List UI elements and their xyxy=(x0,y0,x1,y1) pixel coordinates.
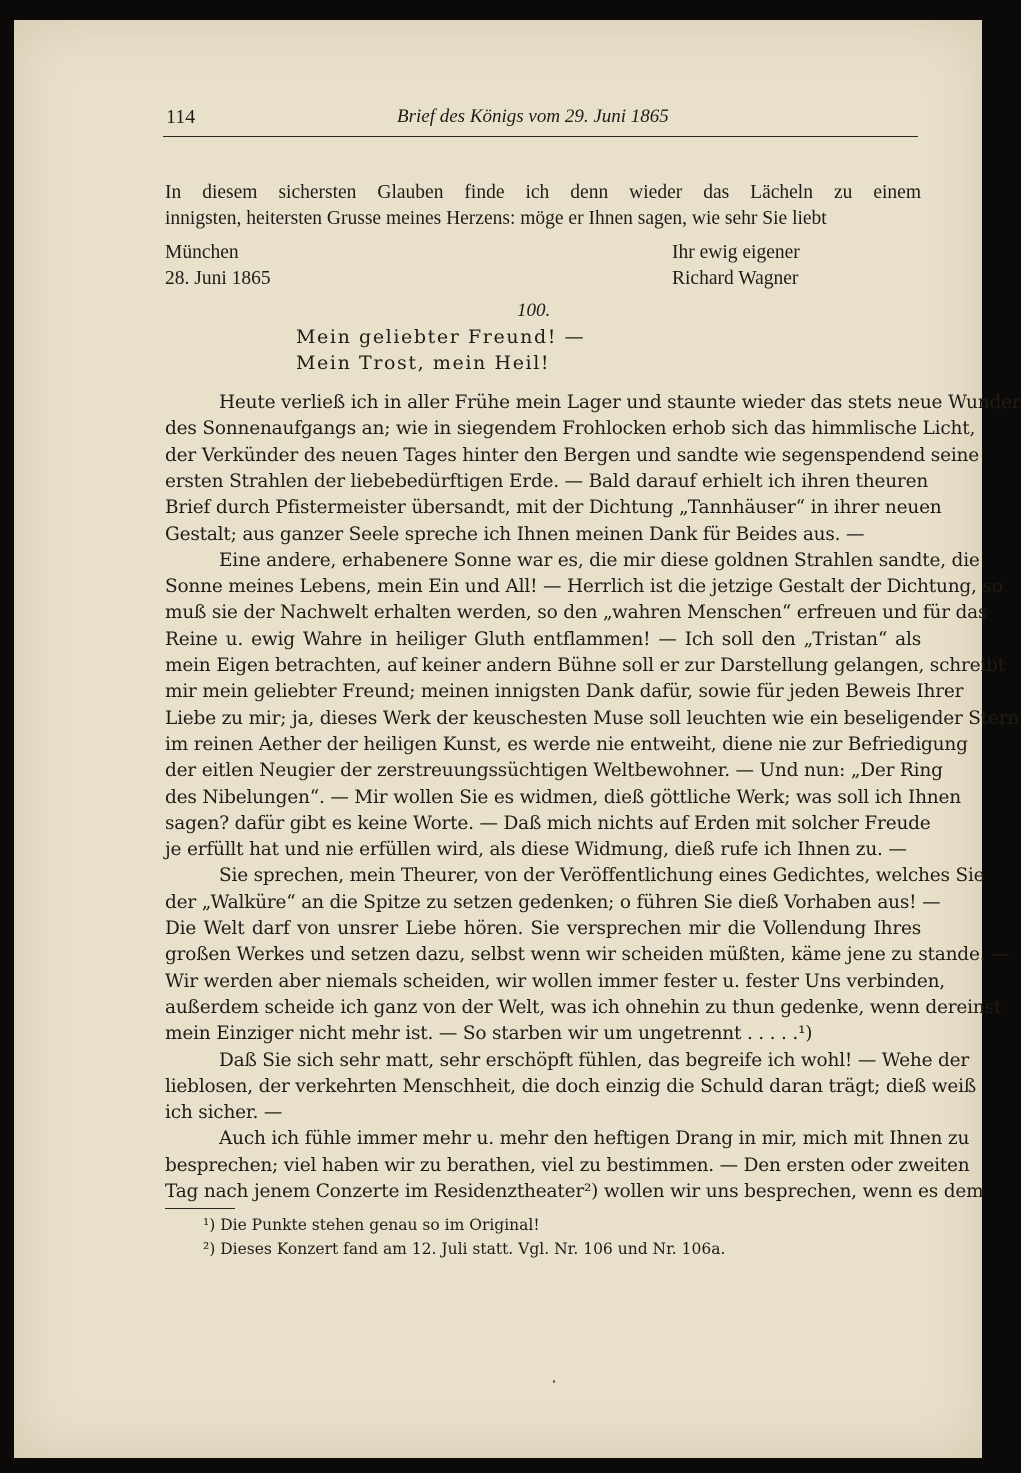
body-line: je erfüllt hat und nie erfüllen wird, als diese Widmung, dieß rufe ich Ihnen zu. — xyxy=(165,839,907,861)
page-number: 114 xyxy=(166,106,196,128)
intro-line: In diesem sichersten Glauben finde ich denn wieder das Lächeln zu einem xyxy=(165,182,921,203)
body-line: mein Eigen betrachten, auf keiner andern Bühne soll er zur Darstellung gelangen, schreibt xyxy=(165,655,1005,676)
body-line: außerdem scheide ich ganz von der Welt, was ich ohnehin zu thun gedenke, wenn dereinst xyxy=(165,996,1002,1018)
body-line: ich sicher. — xyxy=(165,1102,283,1124)
body-line: Auch ich fühle immer mehr u. mehr den heftigen Drang in mir, mich mit Ihnen zu xyxy=(219,1128,970,1150)
body-line: der Verkünder des neuen Tages hinter den Bergen und sandte wie segenspendend seine xyxy=(165,444,979,466)
body-line: lieblosen, der verkehrten Menschheit, die doch einzig die Schuld daran trägt; dieß weiß xyxy=(165,1075,977,1097)
body-line: ersten Strahlen der liebebedürftigen Erde. — Bald darauf erhielt ich ihren theuren xyxy=(165,470,929,492)
body-line: sagen? dafür gibt es keine Worte. — Daß mich nichts auf Erden mit solcher Freude xyxy=(165,812,931,834)
body-line: besprechen; viel haben wir zu berathen, viel zu bestimmen. — Den ersten oder zweiten xyxy=(165,1154,970,1176)
body-line: Die Welt darf von unsrer Liebe hören. Sie versprechen mir die Vollendung Ihres xyxy=(165,918,921,939)
body-line: der „Walküre“ an die Spitze zu setzen gedenken; o führen Sie dieß Vorhaben aus! — xyxy=(165,891,941,913)
body-line: muß sie der Nachwelt erhalten werden, so den „wahren Menschen“ erfreuen und für das xyxy=(165,602,988,624)
running-header xyxy=(163,92,918,137)
body-line: Sonne meines Lebens, mein Ein und All! — Herrlich ist die jetzige Gestalt der Dichtung, so xyxy=(165,576,1003,598)
signature-date: 28. Juni 1865 xyxy=(165,268,271,289)
footnote: ¹) Die Punkte stehen genau so im Original! xyxy=(203,1216,540,1234)
footnote: ²) Dieses Konzert fand am 12. Juli statt. Vgl. Nr. 106 und Nr. 106a. xyxy=(203,1240,726,1258)
body-line: Daß Sie sich sehr matt, sehr erschöpft fühlen, das begreife ich wohl! — Wehe der xyxy=(219,1049,970,1071)
body-line: Heute verließ ich in aller Frühe mein Lager und staunte wieder das stets neue Wunder xyxy=(219,392,1021,413)
body-line: Sie sprechen, mein Theurer, von der Veröffentlichung eines Gedichtes, welches Sie xyxy=(219,865,985,887)
body-line: mein Einziger nicht mehr ist. — So starben wir um ungetrennt . . . . .¹) xyxy=(165,1023,813,1045)
body-line: Eine andere, erhabenere Sonne war es, die mir diese goldnen Strahlen sandte, die xyxy=(219,549,980,571)
body-line: großen Werkes und setzen dazu, selbst wenn wir scheiden müßten, käme jene zu stande. — xyxy=(165,944,1010,966)
letter-number: 100. xyxy=(517,300,551,321)
intro-line: innigsten, heitersten Grusse meines Herzens: möge er Ihnen sagen, wie sehr Sie liebt xyxy=(165,208,827,229)
signature-place: München xyxy=(165,242,239,263)
signature-name: Richard Wagner xyxy=(672,268,799,289)
salutation-line: Mein geliebter Freund! — xyxy=(296,326,586,348)
body-line: Gestalt; aus ganzer Seele spreche ich Ihnen meinen Dank für Beides aus. — xyxy=(165,523,865,545)
paper-speck xyxy=(553,1380,555,1383)
running-title: Brief des Königs vom 29. Juni 1865 xyxy=(397,106,669,127)
body-line: des Nibelungen“. — Mir wollen Sie es widmen, dieß göttliche Werk; was soll ich Ihnen xyxy=(165,786,961,808)
body-line: mir mein geliebter Freund; meinen innigsten Dank dafür, sowie für jeden Beweis Ihrer xyxy=(165,681,964,703)
signature-closing: Ihr ewig eigener xyxy=(672,242,800,263)
salutation-line: Mein Trost, mein Heil! xyxy=(296,352,551,374)
body-line: des Sonnenaufgangs an; wie in siegendem Frohlocken erhob sich das himmlische Licht, xyxy=(165,418,976,440)
body-line: Brief durch Pfistermeister übersandt, mit der Dichtung „Tannhäuser“ in ihrer neuen xyxy=(165,497,942,519)
body-line: Wir werden aber niemals scheiden, wir wollen immer fester u. fester Uns verbinden, xyxy=(165,970,945,992)
body-line: Tag nach jenem Conzerte im Residenztheater²) wollen wir uns besprechen, wenn es dem xyxy=(165,1181,984,1202)
body-line: im reinen Aether der heiligen Kunst, es werde nie entweiht, diene nie zur Befriedigung xyxy=(165,733,968,755)
body-line: Reine u. ewig Wahre in heiliger Gluth entflammen! — Ich soll den „Tristan“ als xyxy=(165,628,921,650)
body-line: Liebe zu mir; ja, dieses Werk der keuschesten Muse soll leuchten wie ein beseligender Stern xyxy=(165,707,1020,729)
footnote-rule xyxy=(165,1208,235,1209)
body-line: der eitlen Neugier der zerstreuungssüchtigen Weltbewohner. — Und nun: „Der Ring xyxy=(165,760,943,782)
